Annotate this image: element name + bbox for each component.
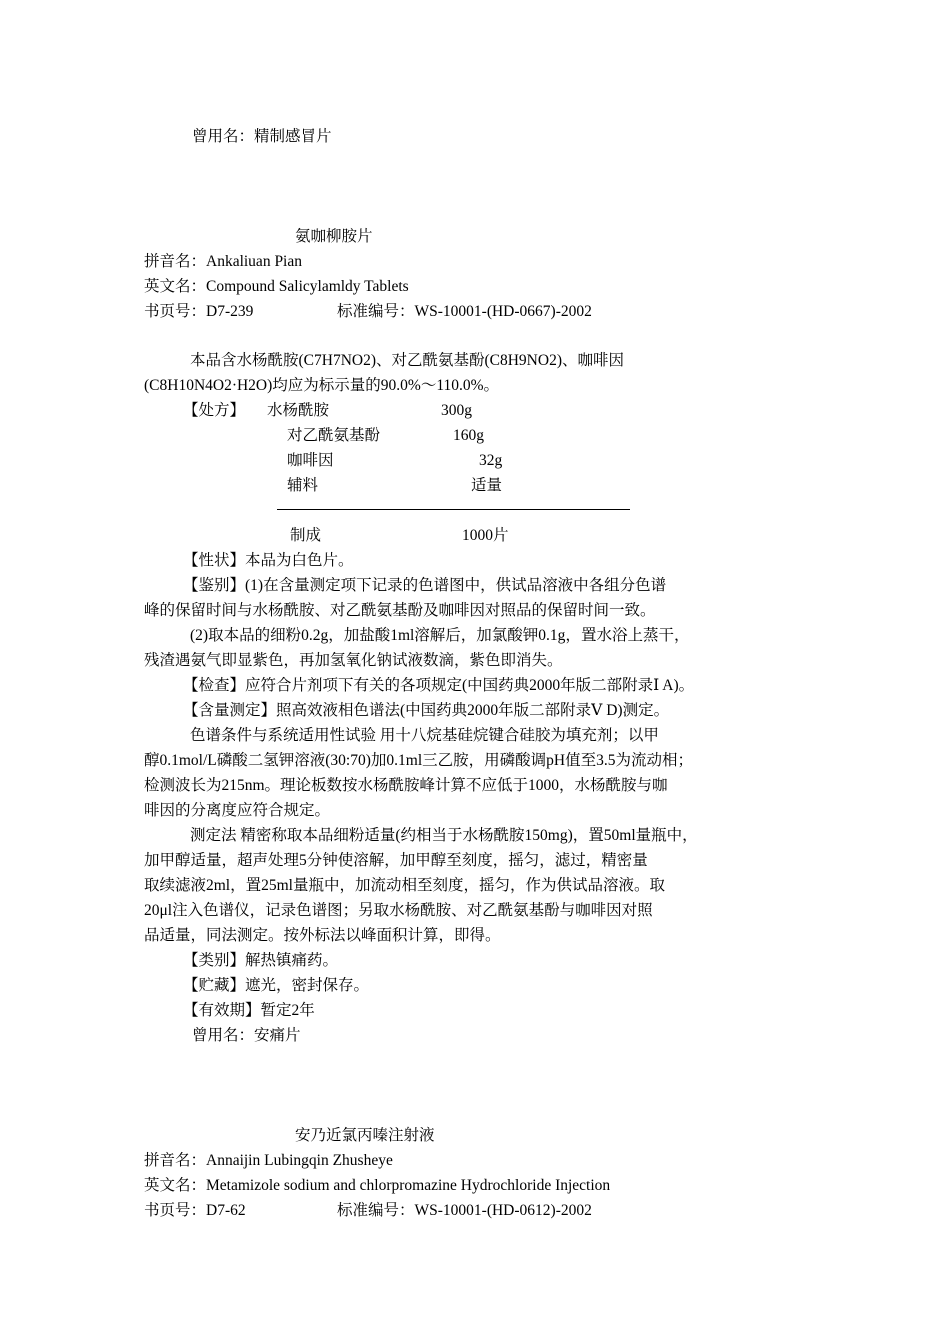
- english-name: 英文名：Compound Salicylamldy Tablets: [144, 278, 409, 295]
- former-name-1: 曾用名：精制感冒片: [192, 128, 332, 145]
- properties: 【性状】本品为白色片。: [183, 552, 354, 569]
- standard-number: 标准编号：WS-10001-(HD-0667)-2002: [337, 303, 592, 320]
- page-number: 书页号：D7-62: [144, 1202, 246, 1219]
- content-line-2: (C8H10N4O2·H2O)均应为标示量的90.0%～110.0%。: [144, 377, 500, 394]
- formula-ingredient: 辅料: [287, 477, 319, 494]
- formula-amount: 适量: [471, 477, 503, 494]
- content-line-1: 本品含水杨酰胺(C7H7NO2)、对乙酰氨基酚(C8H9NO2)、咖啡因: [190, 352, 624, 369]
- inspection: 【检查】应符合片剂项下有关的各项规定(中国药典2000年版二部附录Ⅰ A)。: [183, 677, 695, 694]
- assay: 【含量测定】照高效液相色谱法(中国药典2000年版二部附录Ⅴ D)测定。: [183, 702, 670, 719]
- chromatography-line: 检测波长为215nm。理论板数按水杨酰胺峰计算不应低于1000，水杨酰胺与咖: [144, 777, 668, 794]
- pinyin-name: 拼音名：Ankaliuan Pian: [144, 253, 302, 270]
- formula-label: 【处方】: [183, 402, 246, 419]
- formula-amount: 160g: [453, 427, 484, 444]
- english-name: 英文名：Metamizole sodium and chlorpromazine Hydrochloride Injection: [144, 1177, 611, 1194]
- validity: 【有效期】暂定2年: [183, 1002, 315, 1019]
- former-name-2: 曾用名：安痛片: [192, 1027, 301, 1044]
- formula-ingredient: 水杨酰胺: [267, 402, 330, 419]
- identification-1a: 【鉴别】(1)在含量测定项下记录的色谱图中，供试品溶液中各组分色谱: [183, 577, 667, 594]
- identification-1b: 峰的保留时间与水杨酰胺、对乙酰氨基酚及咖啡因对照品的保留时间一致。: [144, 602, 656, 619]
- identification-2a: (2)取本品的细粉0.2g，加盐酸1ml溶解后，加氯酸钾0.1g，置水浴上蒸干，: [190, 627, 690, 644]
- category: 【类别】解热镇痛药。: [183, 952, 339, 969]
- standard-number: 标准编号：WS-10001-(HD-0612)-2002: [337, 1202, 592, 1219]
- made-amount: 1000片: [462, 527, 509, 544]
- monograph-title: 安乃近氯丙嗪注射液: [295, 1127, 435, 1144]
- method-line: 加甲醇适量，超声处理5分钟使溶解，加甲醇至刻度，摇匀，滤过，精密量: [144, 852, 648, 869]
- formula-divider: [277, 509, 630, 510]
- formula-amount: 32g: [479, 452, 503, 469]
- chromatography-line: 醇0.1mol/L磷酸二氢钾溶液(30:70)加0.1ml三乙胺，用磷酸调pH值至3.5为流动相；: [144, 752, 693, 769]
- identification-2b: 残渣遇氨气即显紫色，再加氢氧化钠试液数滴，紫色即消失。: [144, 652, 563, 669]
- made-label: 制成: [290, 527, 322, 544]
- monograph-title: 氨咖柳胺片: [295, 228, 373, 245]
- page-number: 书页号：D7-239: [144, 303, 254, 320]
- storage: 【贮藏】遮光，密封保存。: [183, 977, 370, 994]
- method-line: 品适量，同法测定。按外标法以峰面积计算，即得。: [144, 927, 501, 944]
- formula-ingredient: 对乙酰氨基酚: [287, 427, 381, 444]
- method-line: 20μl注入色谱仪，记录色谱图；另取水杨酰胺、对乙酰氨基酚与咖啡因对照: [144, 902, 653, 919]
- method-line: 取续滤液2ml，置25ml量瓶中，加流动相至刻度，摇匀，作为供试品溶液。取: [144, 877, 665, 894]
- formula-amount: 300g: [441, 402, 472, 419]
- method-line: 测定法 精密称取本品细粉适量(约相当于水杨酰胺150mg)，置50ml量瓶中，: [190, 827, 698, 844]
- chromatography-line: 色谱条件与系统适用性试验 用十八烷基硅烷键合硅胶为填充剂；以甲: [190, 727, 659, 744]
- chromatography-line: 啡因的分离度应符合规定。: [144, 802, 331, 819]
- formula-ingredient: 咖啡因: [287, 452, 334, 469]
- pinyin-name: 拼音名：Annaijin Lubingqin Zhusheye: [144, 1152, 393, 1169]
